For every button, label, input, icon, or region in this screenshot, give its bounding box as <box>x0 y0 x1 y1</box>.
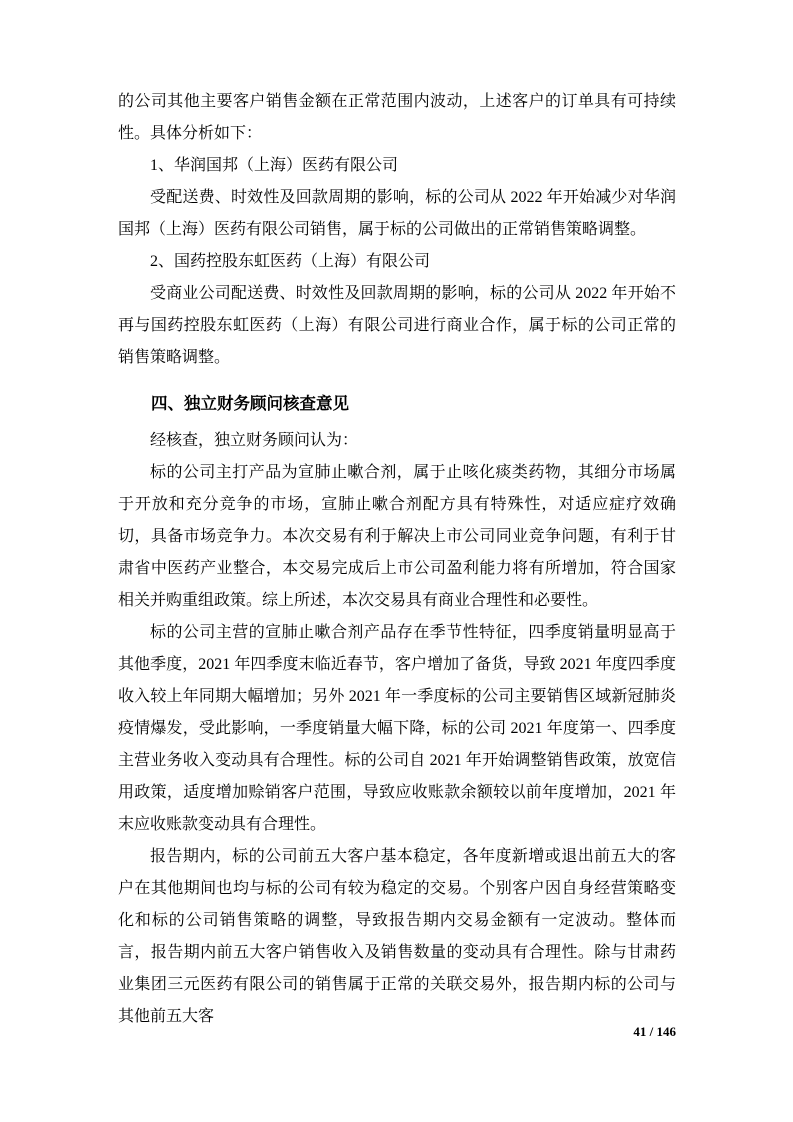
page-footer <box>633 1024 676 1040</box>
body-paragraph: 标的公司主打产品为宣肺止嗽合剂，属于止咳化痰类药物，其细分市场属于开放和充分竞争的市场，宣肺止嗽合剂配方具有特殊性，对适应症疗效确切，具备市场竞争力。本次交易有利于解决上市公司同业竞争问题，有利于甘肃省中医药产业整合，本交易完成后上市公司盈利能力将有所增加，符合国家相关并购重组政策。综上所述，本次交易具有商业合理性和必要性。 <box>118 464 676 609</box>
section-heading: 四、独立财务顾问核查意见 <box>151 394 349 413</box>
page-number: 41 / 146 <box>633 1024 676 1039</box>
body-paragraph: 报告期内，标的公司前五大客户基本稳定，各年度新增或退出前五大的客户在其他期间也均与标的公司有较为稳定的交易。个别客户因自身经营策略变化和标的公司销售策略的调整，导致报告期内交易金额有一定波动。整体而言，报告期内前五大客户销售收入及销售数量的变动具有合理性。除与甘肃药业集团三元医药有限公司的销售属于正常的关联交易外，报告期内标的公司与其他前五大客 <box>118 848 676 1025</box>
numbered-item-2: 2、国药控股东虹医药（上海）有限公司 <box>150 253 431 270</box>
document-body <box>118 86 676 1033</box>
body-paragraph: 受配送费、时效性及回款周期的影响，标的公司从 2022 年开始减少对华润国邦（上海）医药有限公司销售，属于标的公司做出的正常销售策略调整。 <box>118 189 676 238</box>
numbered-item-1: 1、华润国邦（上海）医药有限公司 <box>150 157 399 174</box>
body-paragraph-continuation: 的公司其他主要客户销售金额在正常范围内波动，上述客户的订单具有可持续性。具体分析如下： <box>118 93 676 142</box>
body-paragraph: 经核查，独立财务顾问认为： <box>150 432 359 449</box>
body-paragraph: 受商业公司配送费、时效性及回款周期的影响，标的公司从 2022 年开始不再与国药控股东虹医药（上海）有限公司进行商业合作，属于标的公司正常的销售策略调整。 <box>118 285 676 366</box>
body-paragraph: 标的公司主营的宣肺止嗽合剂产品存在季节性特征，四季度销量明显高于其他季度，2021 年四季度末临近春节，客户增加了备货，导致 2021 年度四季度收入较上年同期大幅增加；另外 2021 年一季度标的公司主要销售区域新冠肺炎疫情爆发，受此影响，一季度销量大幅下降，标的公司 2021 年度第一、四季度主营业务收入变动具有合理性。标的公司自 2021 年开始调整销售政策，放宽信用政策，适度增加赊销客户范围，导致应收账款余额较以前年度增加，2021 年末应收账款变动具有合理性。 <box>118 624 676 833</box>
